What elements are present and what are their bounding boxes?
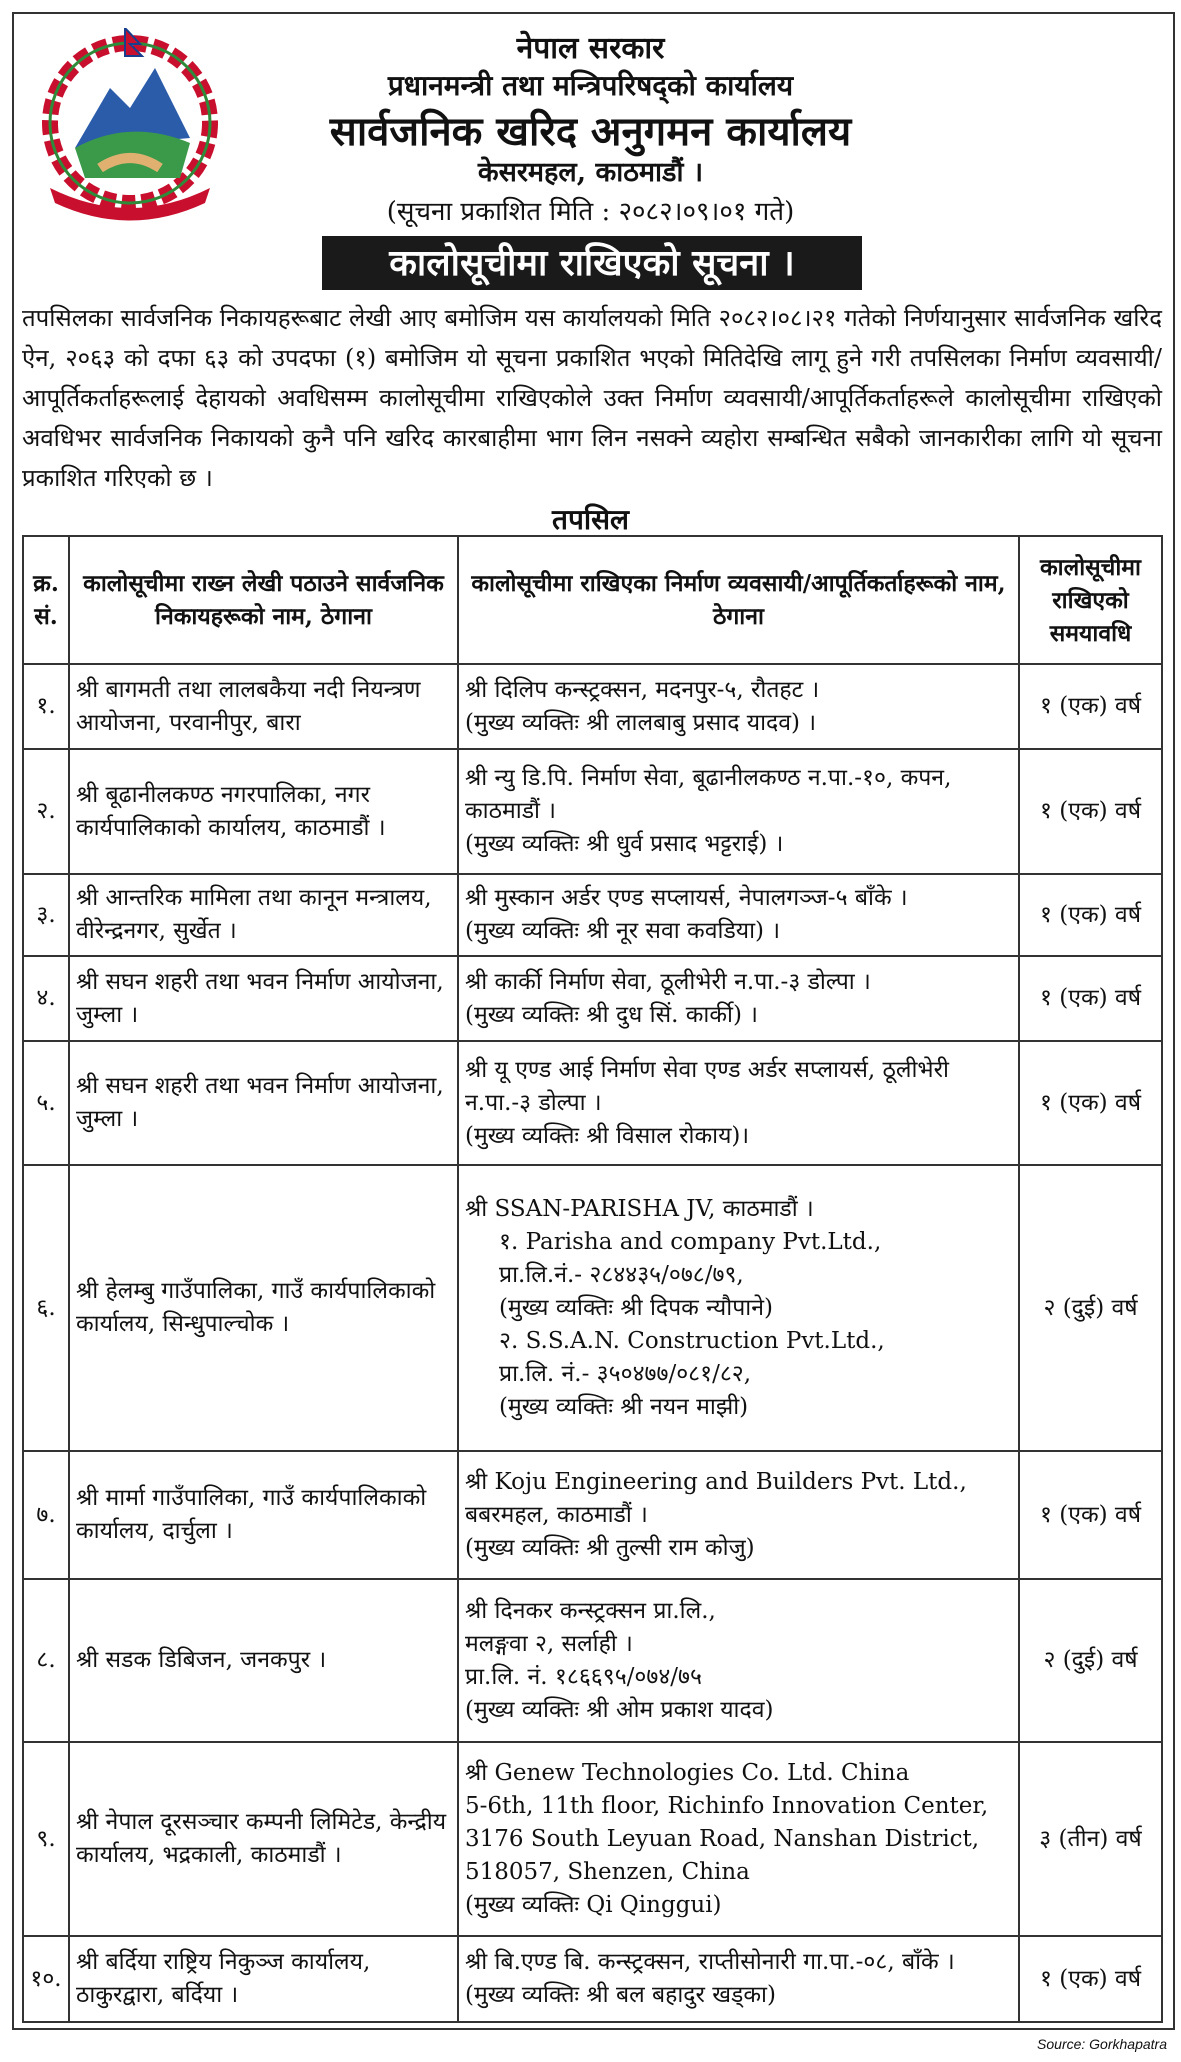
table-row [23, 1742, 1162, 1936]
public-body-name: श्री सघन शहरी तथा भवन निर्माण आयोजना, जुम्ला । [69, 956, 458, 1041]
vendor-line: (मुख्य व्यक्तिः श्री लालबाबु प्रसाद यादव) । [465, 709, 817, 736]
col-header-vendor: कालोसूचीमा राखिएका निर्माण व्यवसायी/आपूर्तिकर्ताहरूको नाम, ठेगाना [458, 536, 1019, 664]
serial-number: १०. [23, 1936, 69, 2022]
vendor-line: श्री कार्की निर्माण सेवा, ठूलीभेरी न.पा.-३ डोल्पा । [465, 968, 871, 995]
blacklist-period: २ (दुई) वर्ष [1019, 1165, 1162, 1451]
vendor-line: श्री Koju Engineering and Builders Pvt. Ltd., बबरमहल, काठमाडौं । [465, 1468, 967, 1528]
source-credit: Source: Gorkhapatra [1037, 2036, 1167, 2052]
public-body-name: श्री नेपाल दूरसञ्चार कम्पनी लिमिटेड, केन्द्रीय कार्यालय, भद्रकाली, काठमाडौं । [69, 1742, 458, 1936]
blacklist-period: १ (एक) वर्ष [1019, 1451, 1162, 1579]
blacklist-period: १ (एक) वर्ष [1019, 1041, 1162, 1165]
vendor-details [458, 749, 1019, 874]
public-body-name: श्री आन्तरिक मामिला तथा कानून मन्त्रालय, वीरेन्द्रनगर, सुर्खेत । [69, 874, 458, 956]
public-body-name: श्री बूढानीलकण्ठ नगरपालिका, नगर कार्यपालिकाको कार्यालय, काठमाडौं । [69, 749, 458, 874]
vendor-line: श्री मुस्कान अर्डर एण्ड सप्लायर्स, नेपालगञ्ज-५ बाँके । [465, 885, 908, 911]
vendor-line: (मुख्य व्यक्तिः श्री नयन माझी) [499, 1393, 749, 1420]
blacklist-period: १ (एक) वर्ष [1019, 956, 1162, 1041]
public-body-name: श्री सडक डिबिजन, जनकपुर । [69, 1579, 458, 1742]
blacklist-table [22, 535, 1163, 2023]
vendor-line: (मुख्य व्यक्तिः श्री ओम प्रकाश यादव) [465, 1696, 774, 1723]
vendor-line: (मुख्य व्यक्तिः श्री दिपक न्यौपाने) [499, 1294, 773, 1321]
serial-number: ५. [23, 1041, 69, 1165]
office-name: सार्वजनिक खरिद अनुगमन कार्यालय [329, 108, 852, 155]
government-name: नेपाल सरकार [516, 31, 665, 66]
serial-number: १. [23, 664, 69, 749]
vendor-line: श्री बि.एण्ड बि. कन्स्ट्रक्सन, राप्तीसोनारी गा.पा.-०८, बाँके । [465, 1949, 955, 1975]
blacklist-period: १ (एक) वर्ष [1019, 874, 1162, 956]
blacklist-period: २ (दुई) वर्ष [1019, 1579, 1162, 1742]
vendor-details [458, 1165, 1019, 1451]
serial-number: ८. [23, 1579, 69, 1742]
vendor-line: 518057, Shenzen, China [465, 1858, 750, 1885]
notice-title-banner: कालोसूचीमा राखिएको सूचना । [322, 236, 862, 290]
public-body-name: श्री हेलम्बु गाउँपालिका, गाउँ कार्यपालिकाको कार्यालय, सिन्धुपाल्चोक । [69, 1165, 458, 1451]
vendor-line: (मुख्य व्यक्तिः श्री धुर्व प्रसाद भट्टराई) । [465, 831, 784, 857]
vendor-details [458, 874, 1019, 956]
intro-paragraph: तपसिलका सार्वजनिक निकायहरूबाट लेखी आए बमोजिम यस कार्यालयको मिति २०८२।०८।२१ गतेको निर्णयानुसार सार्वजनिक खरिद ऐन, २०६३ को दफा ६३ को उपदफा (१) बमोजिम यो सूचना प्रकाशित भएको मितिदेखि लागू हुने गरी तपसिलका निर्माण व्यवसायी/आपूर्तिकर्ताहरूलाई देहायको अवधिसम्म कालोसूचीमा राखिएकोले उक्त निर्माण व्यवसायी/आपूर्तिकर्ताहरूले कालोसूचीमा राखिएको अवधिभर सार्वजनिक निकायको कुनै पनि खरिद कारबाहीमा भाग लिन नसक्ने व्यहोरा सम्बन्धित सबैको जानकारीका लागि यो सूचना प्रकाशित गरिएको छ । [22, 304, 1162, 492]
vendor-line: श्री SSAN-PARISHA JV, काठमाडौं । [465, 1195, 814, 1222]
public-body-name: श्री बर्दिया राष्ट्रिय निकुञ्ज कार्यालय, ठाकुरद्वारा, बर्दिया । [69, 1936, 458, 2022]
vendor-line: प्रा.लि. नं.- ३५०४७७/०८१/८२, [499, 1360, 752, 1387]
vendor-line: श्री Genew Technologies Co. Ltd. China [465, 1759, 910, 1786]
blacklist-period: १ (एक) वर्ष [1019, 1936, 1162, 2022]
blacklist-period: १ (एक) वर्ष [1019, 749, 1162, 874]
vendor-line: (मुख्य व्यक्तिः Qi Qinggui) [465, 1891, 722, 1918]
table-header-row [23, 536, 1162, 664]
blacklist-period: १ (एक) वर्ष [1019, 664, 1162, 749]
col-header-period: कालोसूचीमा राखिएको समयावधि [1019, 536, 1162, 664]
table-row [23, 1451, 1162, 1579]
vendor-line: (मुख्य व्यक्तिः श्री नूर सवा कवडिया) । [465, 918, 781, 944]
vendor-line: १. Parisha and company Pvt.Ltd., [499, 1228, 882, 1255]
vendor-line: २. S.S.A.N. Construction Pvt.Ltd., [499, 1327, 885, 1354]
vendor-line: श्री दिनकर कन्स्ट्रक्सन प्रा.लि., [465, 1597, 716, 1624]
vendor-line: प्रा.लि. नं. १८६६९५/०७४/७५ [465, 1663, 702, 1690]
table-row [23, 749, 1162, 874]
serial-number: ६. [23, 1165, 69, 1451]
table-row [23, 956, 1162, 1041]
vendor-line: 3176 South Leyuan Road, Nanshan District, [465, 1825, 980, 1852]
table-row [23, 1579, 1162, 1742]
blacklist-period: ३ (तीन) वर्ष [1019, 1742, 1162, 1936]
public-body-name: श्री सघन शहरी तथा भवन निर्माण आयोजना, जुम्ला । [69, 1041, 458, 1165]
serial-number: ३. [23, 874, 69, 956]
serial-number: २. [23, 749, 69, 874]
serial-number: ७. [23, 1451, 69, 1579]
office-address: केसरमहल, काठमाडौं । [477, 157, 704, 188]
table-row [23, 1936, 1162, 2022]
table-row [23, 1041, 1162, 1165]
vendor-details [458, 956, 1019, 1041]
vendor-line: श्री यू एण्ड आई निर्माण सेवा एण्ड अर्डर सप्लायर्स, ठूलीभेरी न.पा.-३ डोल्पा । [465, 1056, 949, 1116]
table-row [23, 1165, 1162, 1451]
serial-number: ४. [23, 956, 69, 1041]
schedule-heading: तपसिल [551, 503, 630, 536]
vendor-line: श्री दिलिप कन्स्ट्रक्सन, मदनपुर-५, रौतहट । [465, 676, 820, 703]
table-row [23, 664, 1162, 749]
vendor-details [458, 1451, 1019, 1579]
vendor-details [458, 1041, 1019, 1165]
vendor-line: 5-6th, 11th floor, Richinfo Innovation Center, [465, 1792, 989, 1819]
serial-number: ९. [23, 1742, 69, 1936]
published-date: (सूचना प्रकाशित मिति : २०८२।०९।०१ गते) [386, 197, 795, 227]
vendor-line: (मुख्य व्यक्तिः श्री बल बहादुर खड्का) [465, 1982, 776, 2008]
col-header-body: कालोसूचीमा राख्न लेखी पठाउने सार्वजनिक निकायहरूको नाम, ठेगाना [69, 536, 458, 664]
vendor-line: (मुख्य व्यक्तिः श्री विसाल रोकाय)। [465, 1122, 750, 1149]
col-header-sn: क्र. सं. [23, 536, 69, 664]
ministry-name: प्रधानमन्त्री तथा मन्त्रिपरिषद्को कार्यालय [387, 69, 794, 102]
vendor-line: मलङ्गवा २, सर्लाही । [465, 1630, 633, 1657]
vendor-details [458, 664, 1019, 749]
public-body-name: श्री मार्मा गाउँपालिका, गाउँ कार्यपालिकाको कार्यालय, दार्चुला । [69, 1451, 458, 1579]
vendor-details [458, 1579, 1019, 1742]
vendor-line: श्री न्यु डि.पि. निर्माण सेवा, बूढानीलकण्ठ न.पा.-१०, कपन, काठमाडौं । [465, 765, 952, 824]
public-body-name: श्री बागमती तथा लालबकैया नदी नियन्त्रण आयोजना, परवानीपुर, बारा [69, 664, 458, 749]
vendor-details [458, 1936, 1019, 2022]
vendor-line: (मुख्य व्यक्तिः श्री दुध सिं. कार्की) । [465, 1001, 758, 1028]
vendor-line: (मुख्य व्यक्तिः श्री तुल्सी राम कोजु) [465, 1534, 755, 1561]
vendor-line: प्रा.लि.नं.- २८४४३५/०७८/७९, [499, 1261, 744, 1288]
vendor-details [458, 1742, 1019, 1936]
table-row [23, 874, 1162, 956]
